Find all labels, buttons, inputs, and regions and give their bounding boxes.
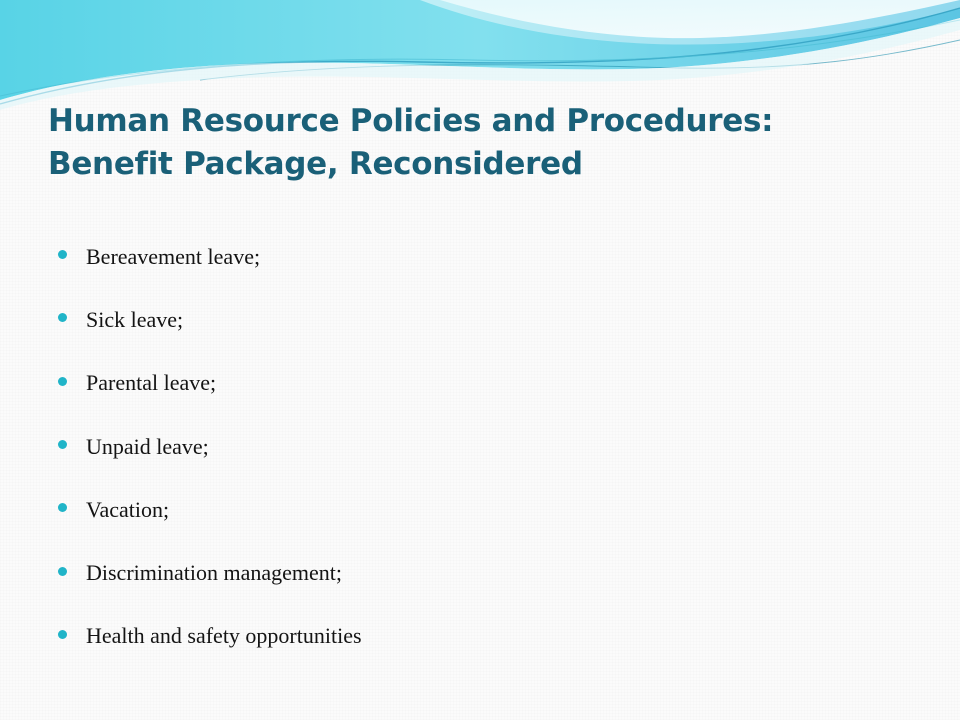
bullet-dot-icon: [58, 567, 67, 576]
list-item-text: Unpaid leave;: [86, 433, 209, 459]
bullet-dot-icon: [58, 440, 67, 449]
list-item-text: Health and safety opportunities: [86, 623, 362, 649]
list-item-text: Discrimination management;: [86, 560, 342, 586]
bullet-dot-icon: [58, 250, 67, 259]
bullet-dot-icon: [58, 377, 67, 386]
list-item: [58, 288, 878, 351]
bullet-dot-icon: [58, 503, 67, 512]
list-item-text: Vacation;: [86, 496, 170, 522]
list-item-text: Sick leave;: [86, 306, 184, 332]
bullet-dot-icon: [58, 630, 67, 639]
list-item: [58, 415, 878, 478]
slide-title: Human Resource Policies and Procedures: Benefit Package, Reconsidered: [48, 103, 774, 182]
list-item: [58, 352, 878, 415]
list-item: [58, 605, 878, 668]
list-item: [58, 541, 878, 604]
list-item: [58, 225, 878, 288]
list-item-text: Parental leave;: [86, 370, 217, 396]
list-item-text: Bereavement leave;: [86, 243, 261, 269]
bullet-list: [58, 225, 878, 668]
wave-header-decoration: [0, 0, 960, 110]
bullet-dot-icon: [58, 313, 67, 322]
list-item: [58, 478, 878, 541]
